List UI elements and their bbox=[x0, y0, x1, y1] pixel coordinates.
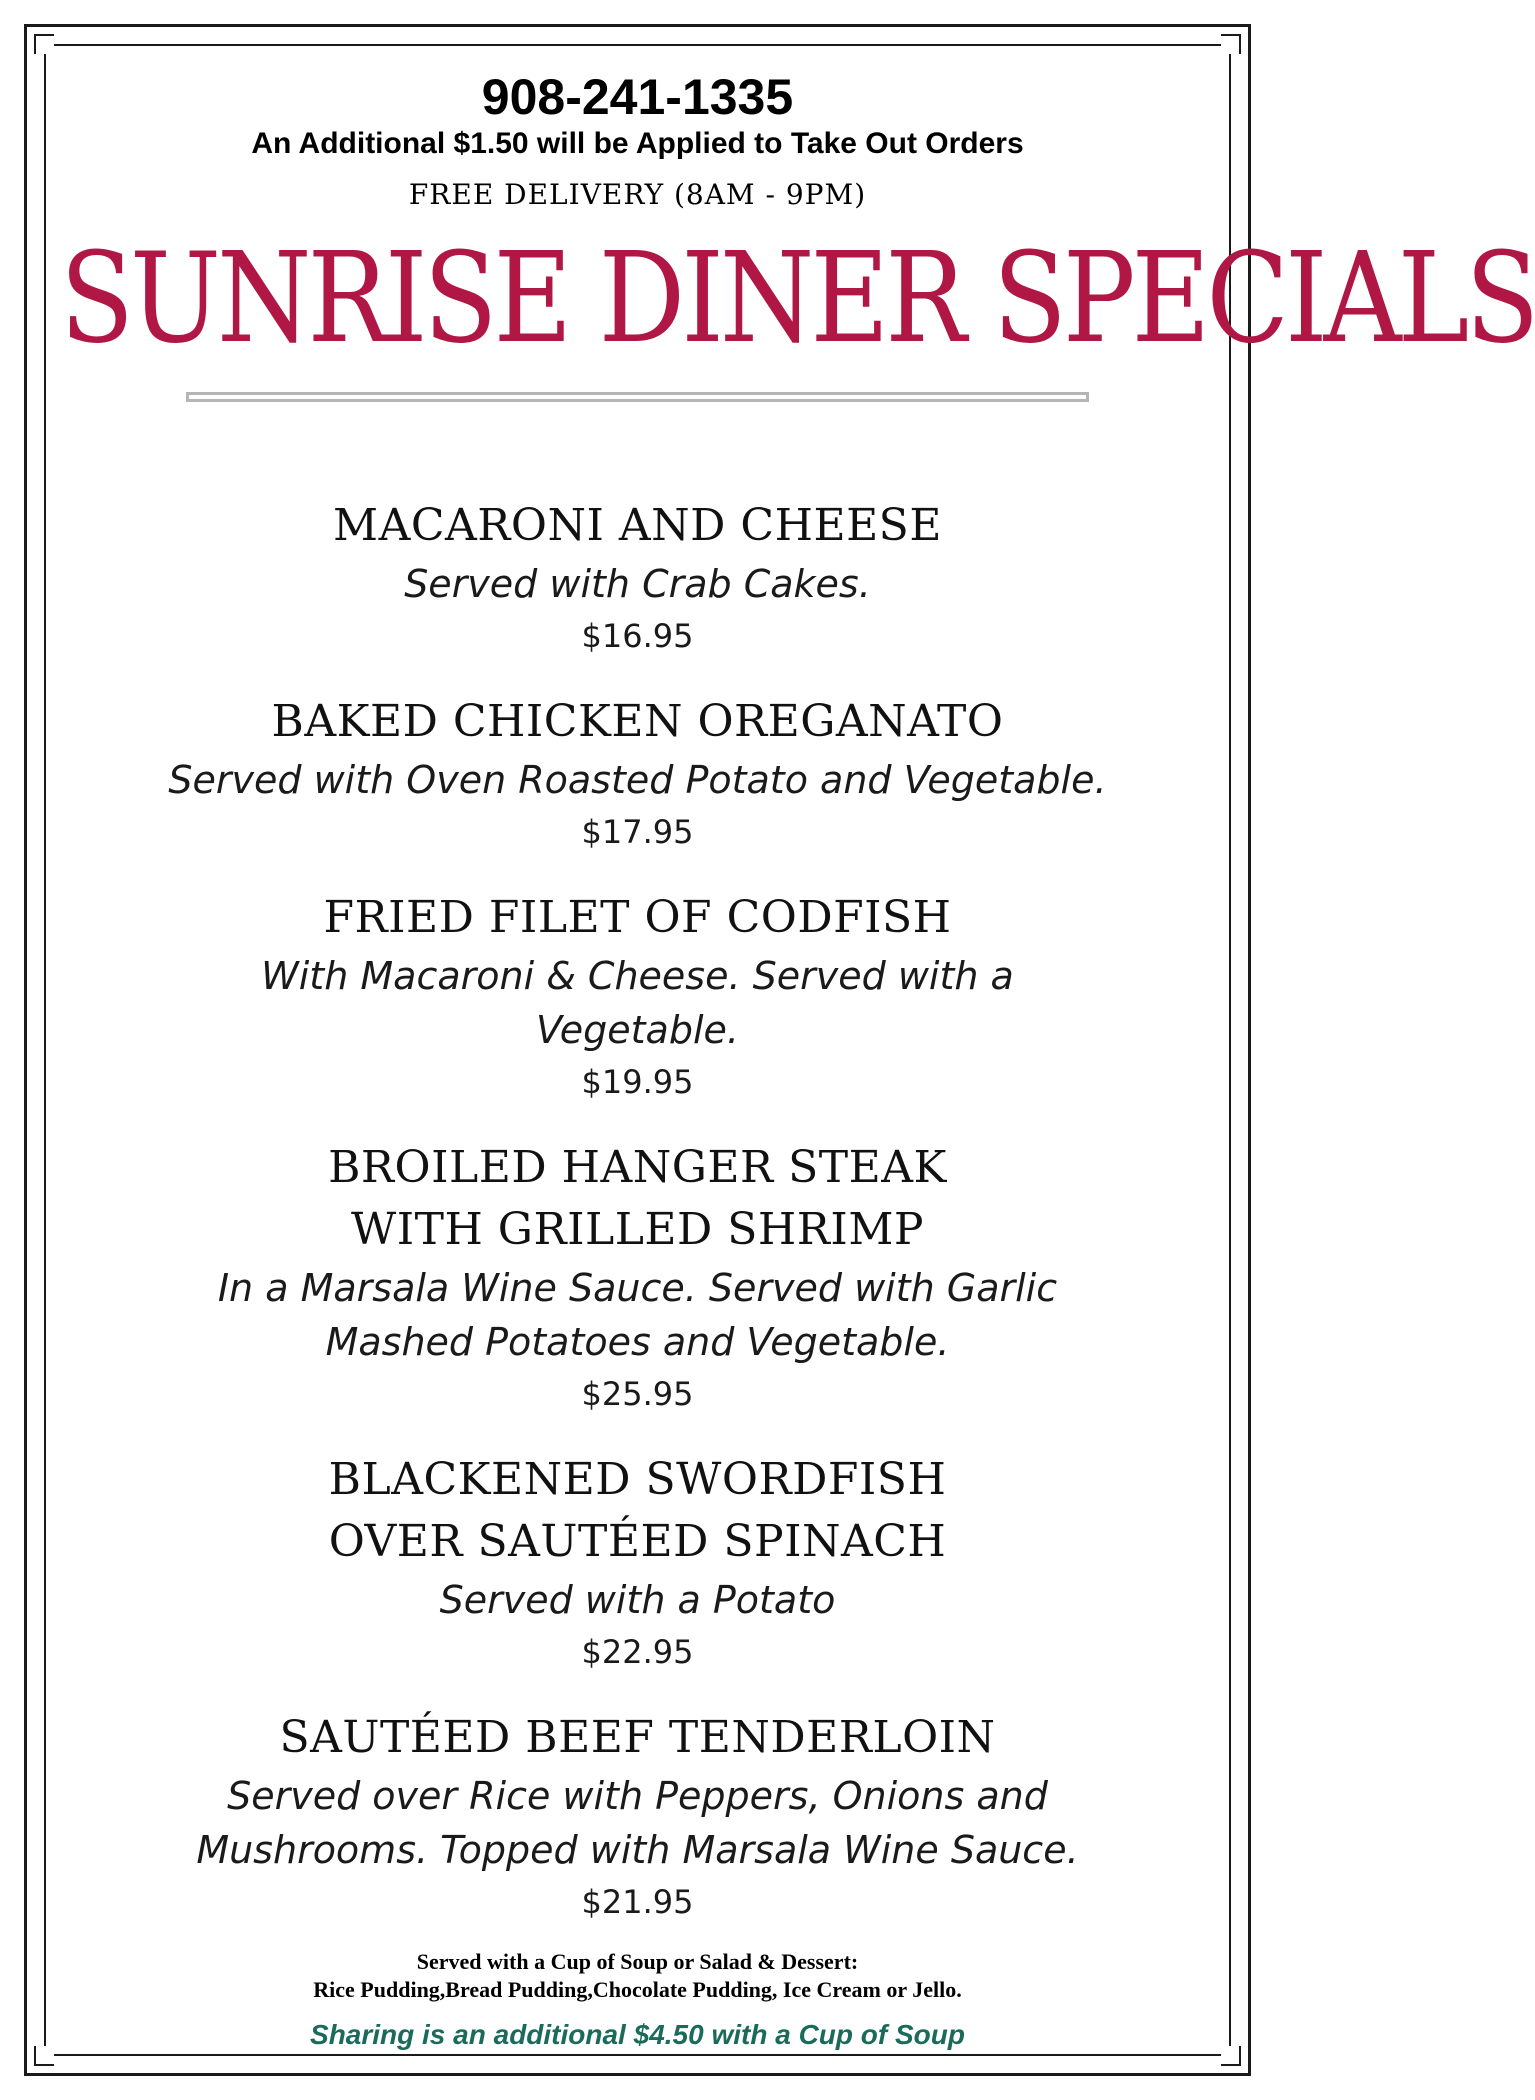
item-price: $22.95 bbox=[581, 1633, 694, 1671]
item-price: $17.95 bbox=[581, 813, 694, 851]
item-description: Served with Oven Roasted Potato and Vegetable. bbox=[168, 758, 1107, 802]
included-note: Served with a Cup of Soup or Salad & Dessert: bbox=[416, 1949, 859, 1974]
corner-ornament bbox=[1221, 34, 1241, 54]
list-item bbox=[138, 1137, 1138, 1419]
takeout-notice: An Additional $1.50 will be Applied to Take Out Orders bbox=[251, 127, 1024, 160]
item-name: MACARONI AND CHEESE bbox=[333, 500, 942, 551]
dessert-options: Rice Pudding,Bread Pudding,Chocolate Pudding, Ice Cream or Jello. bbox=[313, 1977, 962, 2002]
item-price: $25.95 bbox=[581, 1375, 694, 1413]
list-item bbox=[138, 691, 1138, 857]
divider bbox=[186, 392, 1089, 402]
item-description: Served over Rice with Peppers, Onions and Mushrooms. Topped with Marsala Wine Sauce. bbox=[196, 1774, 1079, 1872]
item-name: SAUTÉED BEEF TENDERLOIN bbox=[279, 1712, 996, 1763]
menu-page bbox=[60, 60, 1535, 2050]
list-item bbox=[138, 495, 1138, 661]
item-name: BLACKENED SWORDFISH OVER SAUTÉED SPINACH bbox=[328, 1454, 947, 1567]
item-name: BROILED HANGER STEAK WITH GRILLED SHRIMP bbox=[328, 1142, 947, 1255]
list-item bbox=[138, 1449, 1138, 1677]
item-name: BAKED CHICKEN OREGANATO bbox=[271, 696, 1004, 747]
item-description: Served with Crab Cakes. bbox=[404, 562, 871, 606]
item-description: In a Marsala Wine Sauce. Served with Garlic Mashed Potatoes and Vegetable. bbox=[217, 1266, 1058, 1364]
sharing-note: Sharing is an additional $4.50 with a Cup of Soup bbox=[310, 2019, 965, 2050]
item-name: FRIED FILET OF CODFISH bbox=[323, 892, 952, 943]
corner-ornament bbox=[34, 2046, 54, 2066]
delivery-notice: FREE DELIVERY (8AM - 9PM) bbox=[408, 178, 867, 211]
specials-list bbox=[60, 495, 1215, 1957]
item-price: $19.95 bbox=[581, 1063, 694, 1101]
page-title: SUNRISE DINER SPECIALS bbox=[60, 227, 1535, 372]
list-item bbox=[138, 887, 1138, 1107]
item-description: Served with a Potato bbox=[439, 1578, 836, 1622]
corner-ornament bbox=[1221, 2046, 1241, 2066]
item-description: With Macaroni & Cheese. Served with a Vegetable. bbox=[261, 954, 1014, 1052]
item-price: $21.95 bbox=[581, 1883, 694, 1921]
phone-number: 908-241-1335 bbox=[481, 69, 794, 125]
footer bbox=[60, 1948, 1215, 2052]
item-price: $16.95 bbox=[581, 617, 694, 655]
corner-ornament bbox=[34, 34, 54, 54]
list-item bbox=[138, 1707, 1138, 1927]
